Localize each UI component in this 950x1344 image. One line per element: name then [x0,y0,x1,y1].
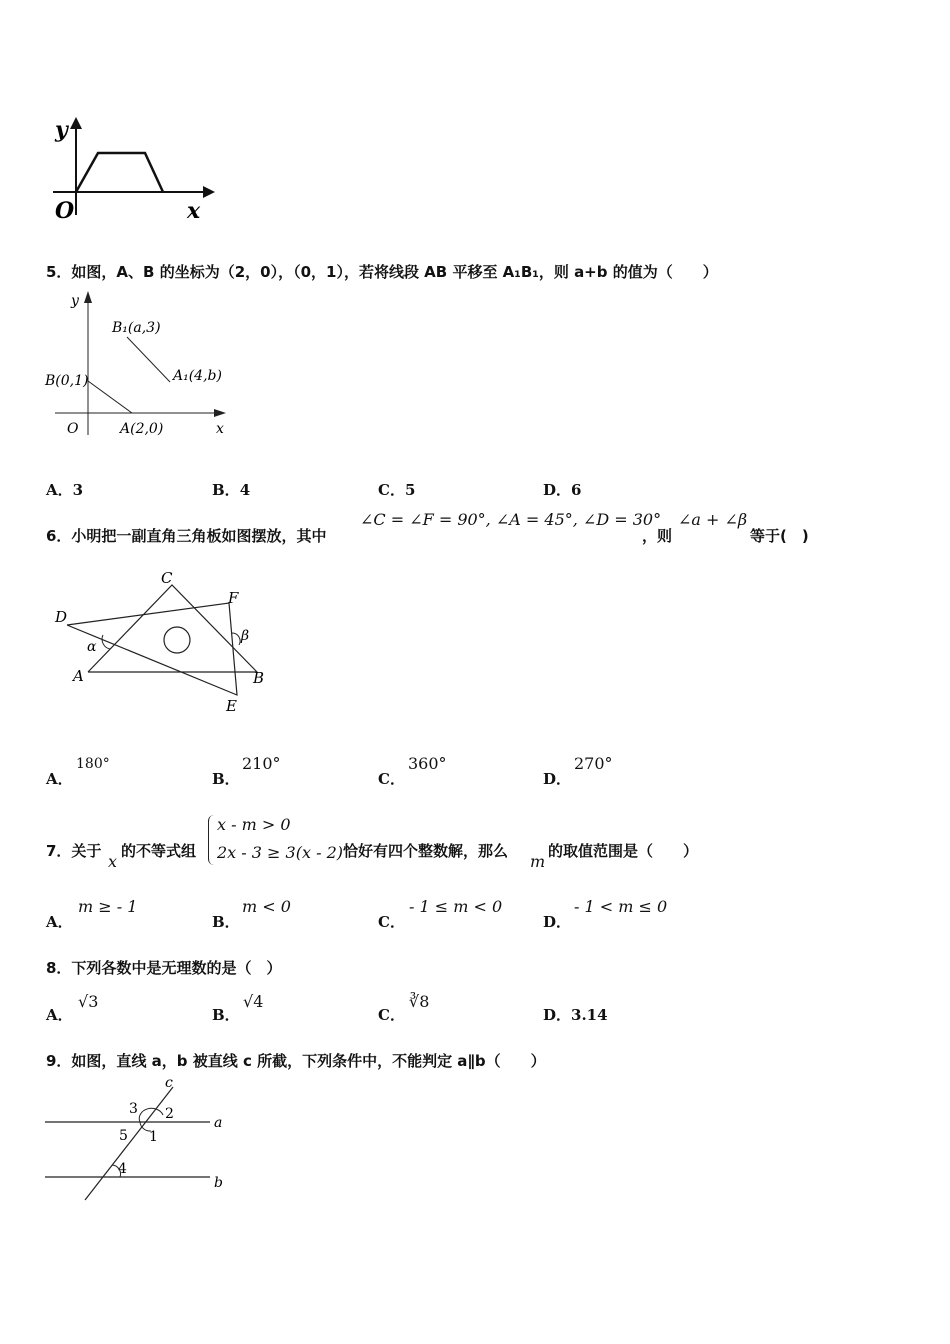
q5-option-d[interactable]: D．6 [543,481,582,499]
question-5-figure [40,285,240,445]
point-b-label: B(0,1) [45,373,89,389]
question-6-text-before: 6．小明把一副直角三角板如图摆放，其中 [46,527,327,545]
q8-option-a[interactable]: A． [46,1006,73,1024]
q6-option-c-value: 360° [408,754,447,773]
segment-a1b1 [127,337,170,382]
q7-option-c-value: - 1 ≤ m < 0 [409,897,503,916]
q6-option-d[interactable]: D． [543,770,572,788]
line-c-label: c [165,1075,173,1091]
origin-label: O [55,198,75,224]
q6-option-b[interactable]: B． [212,770,240,788]
q7-option-a[interactable]: A． [46,913,73,931]
question-8-text: 8．下列各数中是无理数的是（ ） [46,959,282,977]
q8-option-b[interactable]: B． [212,1006,240,1024]
q6-option-d-value: 270° [574,754,613,773]
top-graph-figure [45,115,220,225]
inequality-line-2: 2x - 3 ≥ 3(x - 2) [217,843,343,862]
q6-option-a[interactable]: A． [46,770,73,788]
point-a-label: A(2,0) [120,421,164,437]
q5-option-a-value: 3 [72,481,84,499]
question-7-var-x: x [108,852,118,871]
q8-option-c-value: ∛8 [409,992,430,1011]
x-axis-label: x [187,198,201,224]
triangle-hole-circle [164,627,190,653]
inequality-system-brace [208,815,214,865]
q6-option-c[interactable]: C． [378,770,405,788]
q5-option-a[interactable]: A．3 [46,481,84,499]
question-9-figure [40,1075,240,1210]
vertex-f-label: F [228,589,239,607]
angle-alpha-label: α [87,639,97,655]
q5-option-b-value: 4 [239,481,251,499]
y-axis-arrow [84,291,92,303]
q8-option-c[interactable]: C． [378,1006,405,1024]
x-axis-arrow [214,409,226,417]
q7-option-d-value: - 1 < m ≤ 0 [574,897,668,916]
line-b-label: b [214,1175,223,1191]
vertex-e-label: E [226,697,237,715]
q7-option-b-value: m < 0 [242,897,291,916]
vertex-d-label: D [55,608,68,626]
point-b1-label: B₁(a,3) [112,320,161,336]
inequality-line-1: x - m > 0 [217,815,291,834]
trapezoid-graph-line [76,153,163,192]
y-axis-label: y [71,293,79,309]
angle-2-label: 2 [165,1106,174,1122]
q5-option-c[interactable]: C．5 [378,481,416,499]
y-axis-arrow [70,117,82,129]
q7-option-c[interactable]: C． [378,913,405,931]
question-9-text: 9．如图，直线 a，b 被直线 c 所截，下列条件中，不能判定 a∥b（ ） [46,1052,546,1070]
vertex-a-label: A [73,667,84,685]
angle-beta-arc [232,633,240,645]
q5-option-b[interactable]: B．4 [212,481,251,499]
q6-option-b-value: 210° [242,754,281,773]
question-7-text-after: 的取值范围是（ ） [548,842,699,860]
x-axis-arrow [203,186,215,198]
q6-option-a-value: 180° [76,756,110,772]
question-7-text-middle: 的不等式组 [121,842,197,860]
q5-option-d-value: 6 [571,481,582,499]
point-a1-label: A₁(4,b) [173,368,222,384]
q8-option-d-value: 3.14 [571,1006,608,1024]
x-axis-label: x [216,421,224,437]
question-6-expression: ∠a + ∠β [678,510,748,529]
question-6-text-after: 等于( ) [750,527,809,545]
question-6-condition: ∠C = ∠F = 90°, ∠A = 45°, ∠D = 30° [360,510,662,529]
y-axis-label: y [55,117,68,143]
vertex-b-label: B [253,669,265,687]
q7-option-b[interactable]: B． [212,913,240,931]
question-6-figure [45,565,285,720]
angle-5-label: 5 [119,1128,128,1144]
question-7-text-middle2: 恰好有四个整数解，那么 [343,842,509,860]
line-a-label: a [214,1115,223,1131]
q8-option-d[interactable]: D．3.14 [543,1006,608,1024]
q7-option-d[interactable]: D． [543,913,572,931]
angle-1-label: 1 [149,1129,158,1145]
angle-4-label: 4 [118,1161,127,1177]
angle-beta-label: β [241,628,250,644]
segment-ab [88,381,132,413]
question-7-text-before: 7．关于 [46,842,102,860]
question-6-text-middle: ，则 [642,527,673,545]
q8-option-a-value: √3 [78,992,99,1011]
origin-label: O [67,421,79,437]
vertex-c-label: C [161,569,173,587]
angle-3-label: 3 [129,1101,138,1117]
question-7-var-m: m [530,852,546,871]
question-5-text: 5．如图，A、B 的坐标为（2，0），（0，1），若将线段 AB 平移至 A₁B₁，则 a+b 的值为（ ） [46,263,718,281]
q8-option-b-value: √4 [243,992,264,1011]
q7-option-a-value: m ≥ - 1 [78,897,138,916]
q5-option-c-value: 5 [404,481,416,499]
